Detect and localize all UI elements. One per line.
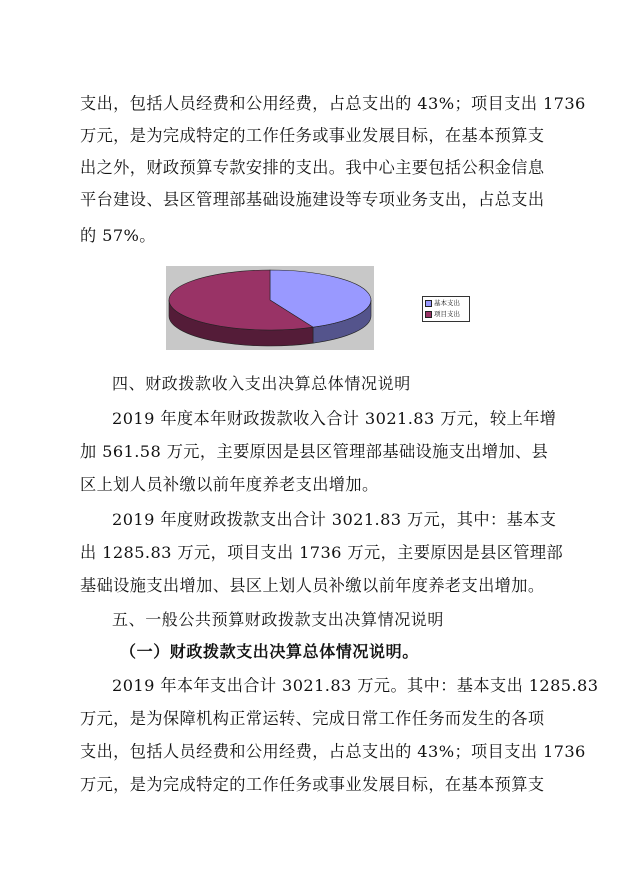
legend-label-project: 项目支出 [434,310,460,318]
legend-item [425,298,467,309]
body-text-line: 区上划人员补缴以前年度养老支出增加。 [80,475,379,494]
body-text-line: 基础设施支出增加、县区上划人员补缴以前年度养老支出增加。 [80,576,545,595]
body-text-line: 支出，包括人员经费和公用经费，占总支出的 43%；项目支出 1736 [80,94,586,113]
chart-legend [422,296,470,322]
section-heading-4: 四、财政拨款收入支出决算总体情况说明 [112,374,411,393]
body-text-line: 2019 年本年支出合计 3021.83 万元。其中：基本支出 1285.83 [112,676,599,695]
legend-swatch-project [425,311,432,318]
legend-swatch-basic [425,300,432,307]
subsection-heading: （一）财政拨款支出决算总体情况说明。 [120,642,419,661]
body-text-line: 平台建设、县区管理部基础设施建设等专项业务支出，占总支出 [80,190,545,209]
body-text-line: 2019 年度财政拨款支出合计 3021.83 万元，其中：基本支 [112,510,557,529]
body-text-line: 万元，是为保障机构正常运转、完成日常工作任务而发生的各项 [80,709,545,728]
body-text-line: 万元，是为完成特定的工作任务或事业发展目标，在基本预算支 [80,775,545,794]
body-text-line: 加 561.58 万元，主要原因是县区管理部基础设施支出增加、县 [80,442,549,461]
body-text-line: 2019 年度本年财政拨款收入合计 3021.83 万元，较上年增 [112,409,557,428]
body-text-line: 出 1285.83 万元，项目支出 1736 万元，主要原因是县区管理部 [80,543,564,562]
body-text-line: 万元，是为完成特定的工作任务或事业发展目标，在基本预算支 [80,126,545,145]
section-heading-5: 五、一般公共预算财政拨款支出决算情况说明 [112,610,445,629]
body-text-line: 的 57%。 [80,226,156,245]
pie-chart [166,266,374,350]
pie-chart-area [166,266,374,350]
legend-label-basic: 基本支出 [434,299,460,307]
body-text-line: 出之外，财政预算专款安排的支出。我中心主要包括公积金信息 [80,158,545,177]
body-text-line: 支出，包括人员经费和公用经费，占总支出的 43%；项目支出 1736 [80,742,586,761]
legend-item [425,309,467,320]
